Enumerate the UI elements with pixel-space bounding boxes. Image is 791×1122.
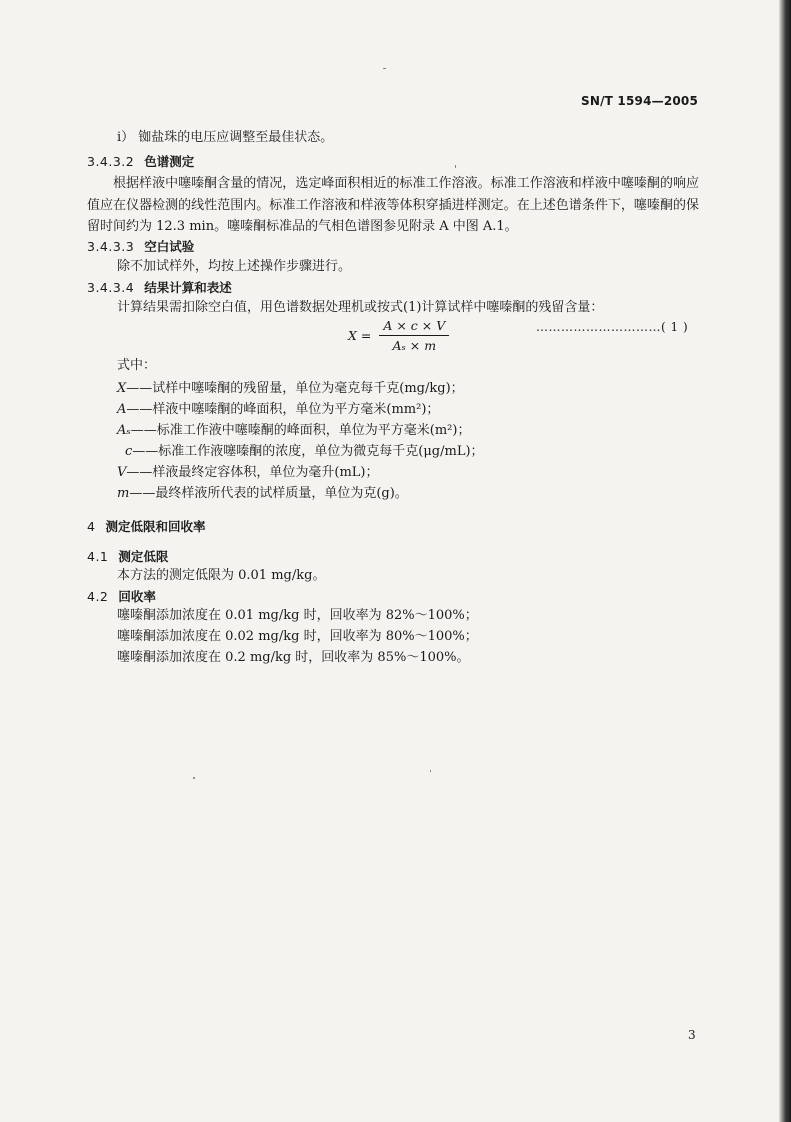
section-paragraph-3433: 除不加试样外，均按上述操作步骤进行。 xyxy=(117,259,352,274)
section-number: 4.1 xyxy=(87,549,109,564)
definition-symbol: c xyxy=(125,444,133,459)
formula-label: ( 1 ) xyxy=(661,320,689,334)
where-label: 式中： xyxy=(117,358,157,373)
recovery-line: 噻嗪酮添加浓度在 0.01 mg/kg 时，回收率为 82%～100%； xyxy=(117,608,478,623)
section-paragraph-3432: 根据样液中噻嗪酮含量的情况，选定峰面积相近的标准工作溶液。标准工作溶液和样液中噻嗪酮的响应值应在仪器检测的线性范围内。标准工作溶液和样液等体积穿插进样测定。在上述色谱条件下，噻嗪酮的保留时间约为 12.3 min。噻嗪酮标准品的气相色谱图参见附录 A 中图 A.1。 xyxy=(87,176,699,234)
scan-speck xyxy=(430,770,431,772)
definition-symbol: Aₛ xyxy=(117,423,131,438)
section-title: 回收率 xyxy=(118,589,156,604)
scan-speck xyxy=(383,68,386,69)
formula-lhs: X = xyxy=(348,328,372,343)
formula-leader-dots: ………………………… xyxy=(536,320,661,334)
section-number: 3.4.3.3 xyxy=(87,239,135,254)
page-number: 3 xyxy=(688,1028,696,1042)
section-heading-42 xyxy=(87,587,156,605)
definition-text: ——试样中噻嗪酮的残留量，单位为毫克每千克(mg/kg)； xyxy=(126,381,464,396)
formula-number xyxy=(536,320,688,334)
definition-text: ——标准工作液中噻嗪酮的峰面积，单位为平方毫米(m²)； xyxy=(130,423,471,438)
formula-numerator: A × c × V xyxy=(379,318,449,336)
definition-item xyxy=(117,419,470,438)
definition-symbol: X xyxy=(117,381,127,396)
definition-text: ——标准工作液噻嗪酮的浓度，单位为微克每千克(μg/mL)； xyxy=(132,444,484,459)
section-title: 测定低限 xyxy=(118,549,169,564)
recovery-line: 噻嗪酮添加浓度在 0.2 mg/kg 时，回收率为 85%～100%。 xyxy=(117,650,470,665)
scan-speck xyxy=(455,165,456,168)
recovery-line: 噻嗪酮添加浓度在 0.02 mg/kg 时，回收率为 80%～100%； xyxy=(117,629,478,644)
section-number: 3.4.3.2 xyxy=(87,154,135,169)
definition-item xyxy=(117,440,484,459)
formula-denominator: Aₛ × m xyxy=(392,338,437,353)
definition-item xyxy=(117,482,408,501)
section-heading-3434 xyxy=(87,278,232,296)
formula-fraction xyxy=(379,318,449,353)
section-heading-4 xyxy=(87,517,205,535)
definition-item xyxy=(117,377,464,396)
definition-symbol: A xyxy=(117,402,127,417)
formula-1 xyxy=(348,318,449,353)
section-title: 结果计算和表述 xyxy=(144,280,232,295)
section-title: 空白试验 xyxy=(144,239,195,254)
list-item-i: i） 铷盐珠的电压应调整至最佳状态。 xyxy=(117,130,334,145)
section-title: 色谱测定 xyxy=(144,154,195,169)
definition-text: ——最终样液所代表的试样质量，单位为克(g)。 xyxy=(129,486,408,501)
section-number: 4 xyxy=(87,519,96,534)
definition-item xyxy=(117,398,439,417)
section-heading-3432 xyxy=(87,152,194,170)
definition-text: ——样液最终定容体积，单位为毫升(mL)； xyxy=(126,465,379,480)
scan-speck xyxy=(193,777,195,779)
definition-symbol: m xyxy=(117,486,130,501)
section-heading-3433 xyxy=(87,237,194,255)
section-title: 测定低限和回收率 xyxy=(105,519,206,534)
document-number: SN/T 1594—2005 xyxy=(581,94,699,108)
definition-item xyxy=(117,461,379,480)
section-line-41: 本方法的测定低限为 0.01 mg/kg。 xyxy=(117,568,326,583)
section-number: 3.4.3.4 xyxy=(87,280,135,295)
section-number: 4.2 xyxy=(87,589,109,604)
scan-edge-shadow xyxy=(779,0,791,1122)
definition-symbol: V xyxy=(117,465,127,480)
definition-text: ——样液中噻嗪酮的峰面积，单位为平方毫米(mm²)； xyxy=(126,402,440,417)
section-paragraph-3434: 计算结果需扣除空白值，用色谱数据处理机或按式(1)计算试样中噻嗪酮的残留含量： xyxy=(117,300,604,315)
section-heading-41 xyxy=(87,547,168,565)
